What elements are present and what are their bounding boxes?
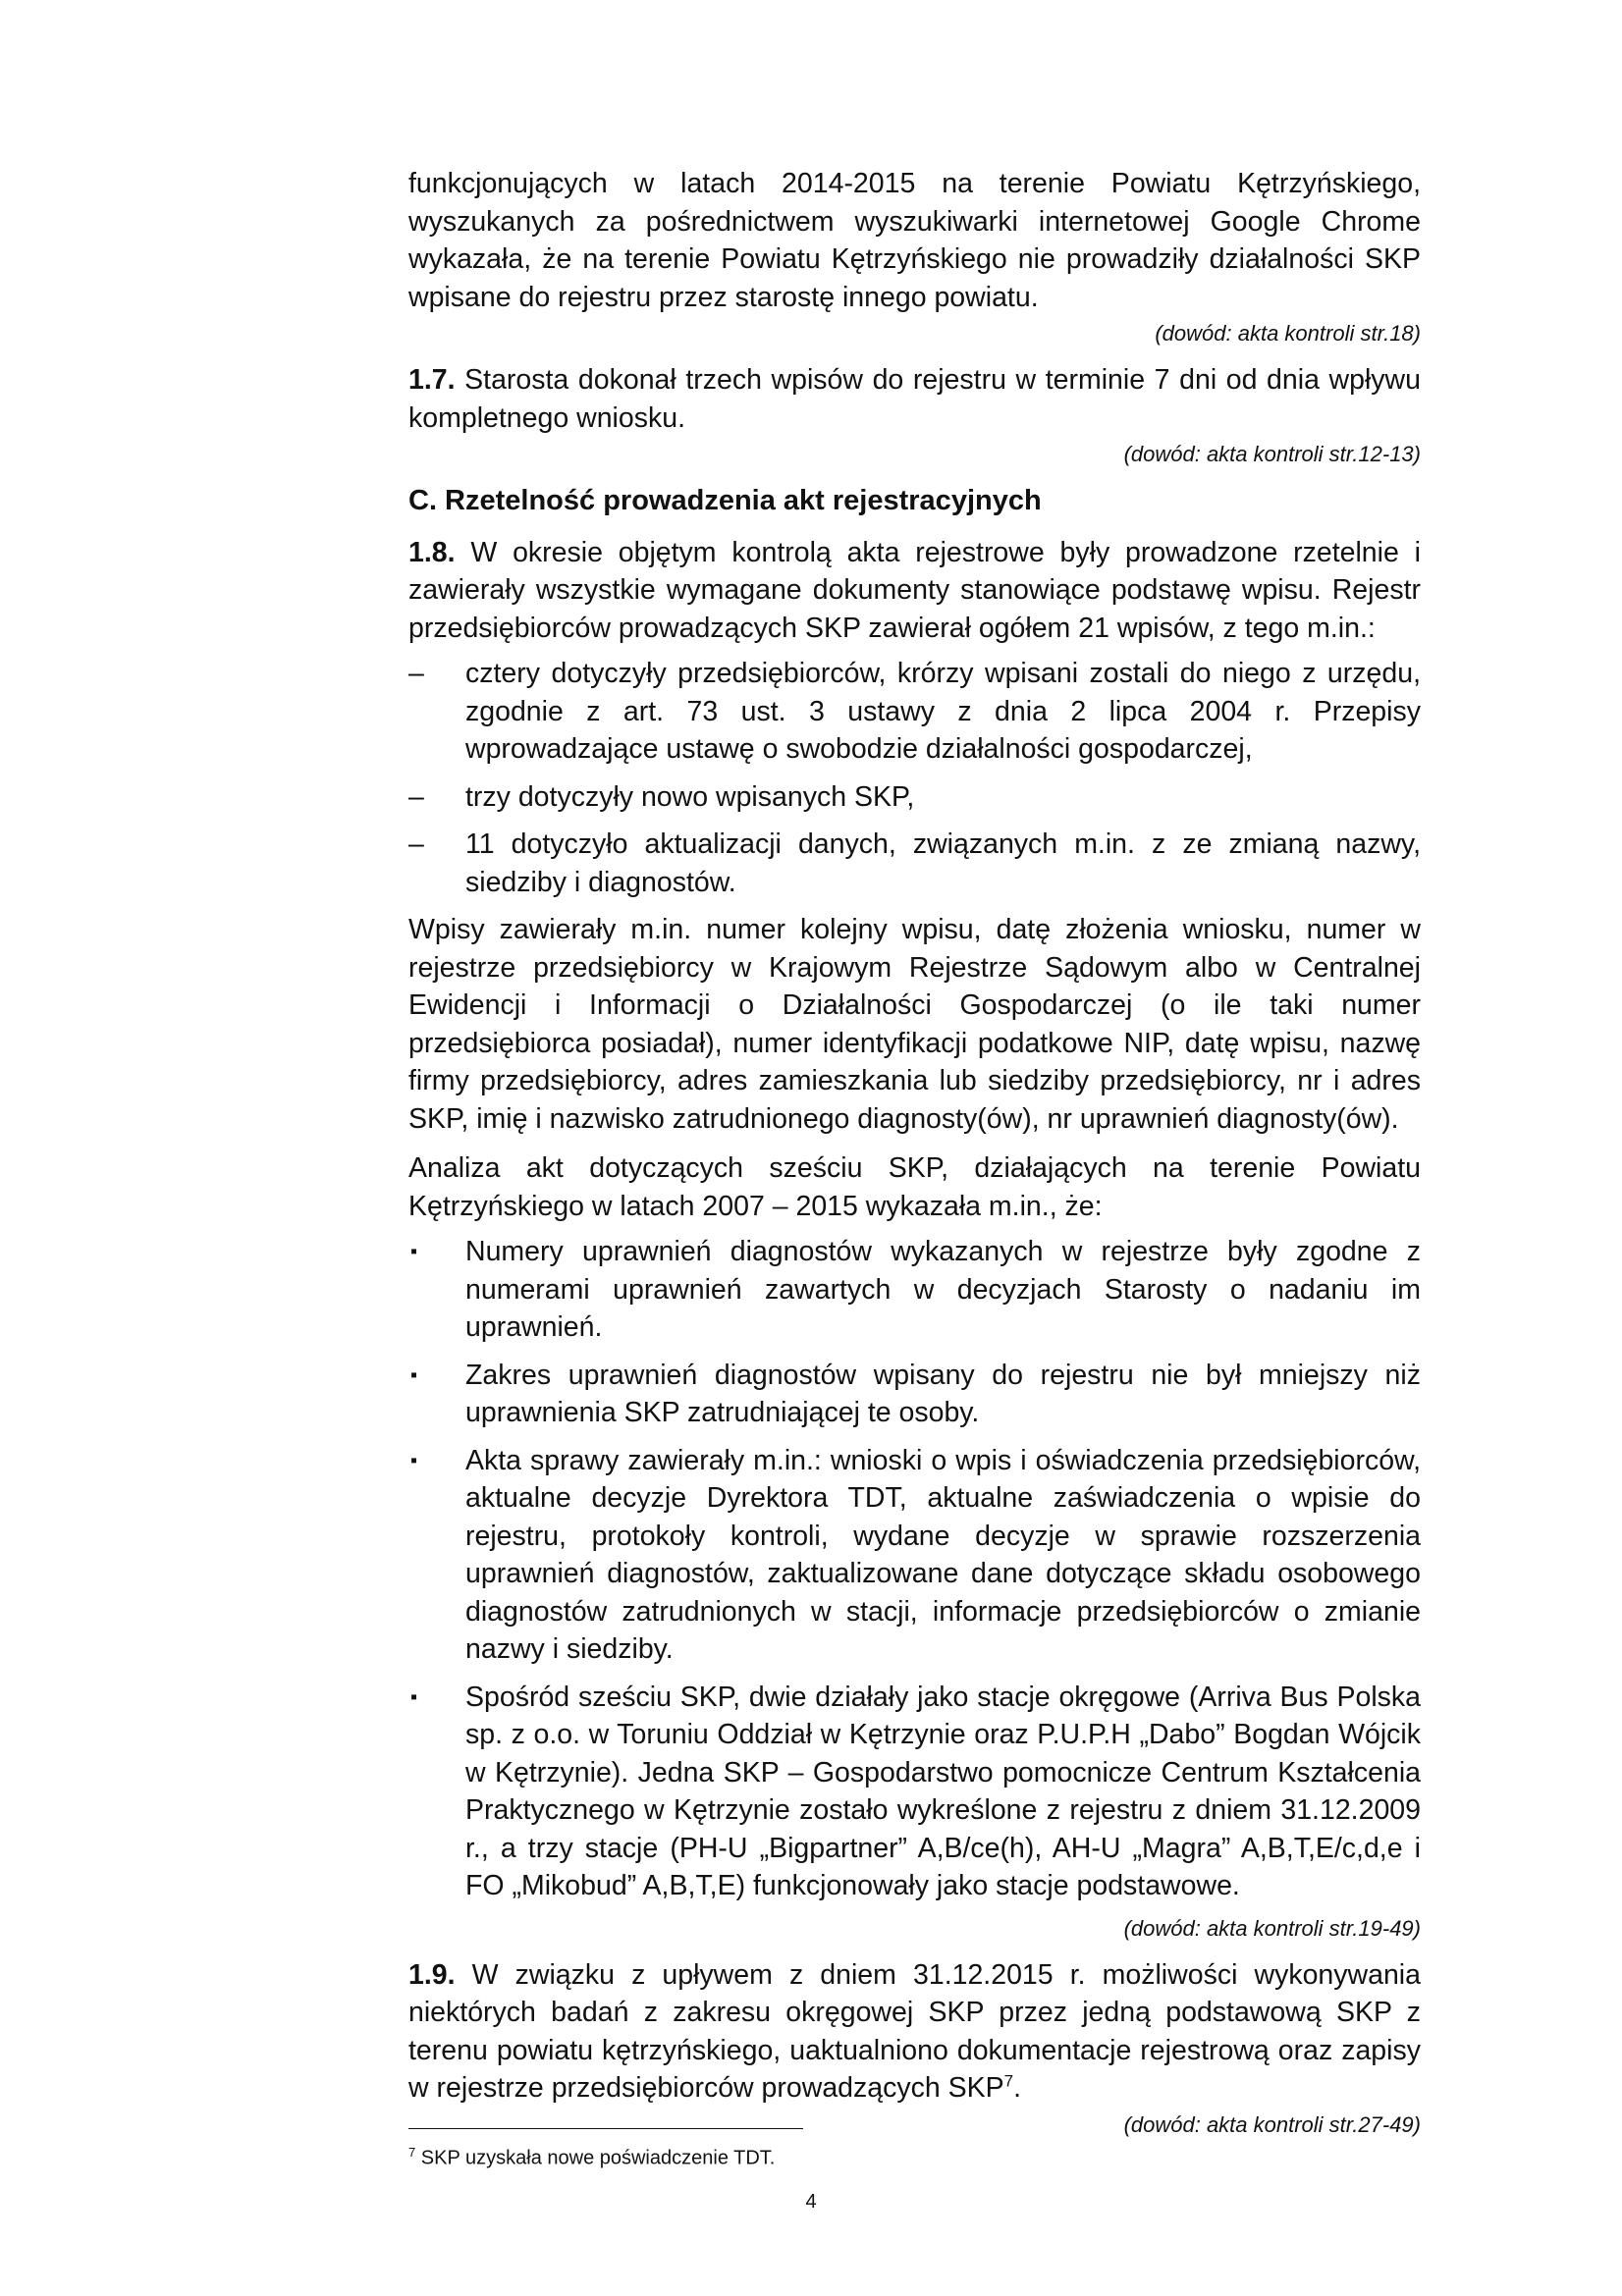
evidence-note: (dowód: akta kontroli str.19-49) bbox=[1123, 1915, 1421, 1941]
section-number: 1.7. bbox=[408, 364, 456, 396]
footnote-marker: 7 bbox=[408, 2145, 416, 2160]
footnote-separator bbox=[408, 2128, 803, 2129]
list-item-text: trzy dotyczyły nowo wpisanych SKP, bbox=[465, 780, 915, 813]
square-bullet-icon: ▪ bbox=[410, 1363, 418, 1386]
list-item bbox=[408, 1233, 1421, 1347]
dash-marker: – bbox=[408, 658, 424, 689]
footnote-text: SKP uzyskała nowe poświadczenie TDT. bbox=[415, 2147, 776, 2169]
section-number: 1.9. bbox=[408, 1958, 456, 1991]
page-number: 4 bbox=[805, 2191, 817, 2213]
section-heading-c: C. Rzetelność prowadzenia akt rejestracyjnych bbox=[408, 485, 1042, 516]
paragraph-1-8 bbox=[408, 534, 1421, 648]
paragraph-1-9 bbox=[408, 1956, 1421, 2108]
list-item-text: Spośród sześciu SKP, dwie działały jako stacje okręgowe (Arriva Bus Polska sp. z o.o. w Toruniu Oddział w Kętrzynie oraz P.U.P.H „Dabo” Bogdan Wójcik w Kętrzynie). Jedna SKP – Gospodarstwo pomocnicze Centrum Kształcenia Praktycznego w Kętrzynie zostało wykreślone z rejestru z dniem 31.12.2009 r., a trzy stacje (PH-U „Bigpartner” A,B/ce(h), AH-U „Magra” A,B,T,E/c,d,e i FO „Mikobud” A,B,T,E) funkcjonowały jako stacje podstawowe. bbox=[465, 1681, 1421, 1901]
footnote bbox=[408, 2140, 775, 2171]
list-item bbox=[408, 1357, 1421, 1432]
list-item-text: cztery dotyczyły przedsiębiorców, krórzy wpisani zostali do niego z urzędu, zgodnie z art. 73 ust. 3 ustawy z dnia 2 lipca 2004 r. Przepisy wprowadzające ustawę o swobodzie działalności gospodarczej, bbox=[465, 658, 1421, 765]
evidence-note: (dowód: akta kontroli str.27-49) bbox=[1123, 2111, 1421, 2137]
paragraph-wpisy: Wpisy zawierały m.in. numer kolejny wpisu, datę złożenia wniosku, numer w rejestrze przedsiębiorcy w Krajowym Rejestrze Sądowym albo w Centralnej Ewidencji i Informacji o Działalności Gospodarczej (o ile taki numer przedsiębiorca posiadał), numer identyfikacji podatkowe NIP, datę wpisu, nazwę firmy przedsiębiorcy, adres zamieszkania lub siedziby przedsiębiorcy, nr i adres SKP, imię i nazwisko zatrudnionego diagnosty(ów), nr uprawnień diagnosty(ów). bbox=[408, 914, 1421, 1135]
square-bullet-icon: ▪ bbox=[410, 1449, 418, 1471]
dash-list bbox=[408, 655, 1421, 901]
paragraph-analiza: Analiza akt dotyczących sześciu SKP, działających na terenie Powiatu Kętrzyńskiego w latach 2007 – 2015 wykazała m.in., że: bbox=[408, 1152, 1421, 1222]
dash-marker: – bbox=[408, 780, 424, 813]
list-item bbox=[408, 1679, 1421, 1905]
paragraph-text: W związku z upływem z dniem 31.12.2015 r. możliwości wykonywania niektórych badań z zakresu okręgowej SKP przez jedną podstawową SKP z terenu powiatu kętrzyńskiego, uaktualniono dokumentacje rejestrową oraz zapisy w rejestrze przedsiębiorców prowadzących SKP bbox=[408, 1958, 1421, 2104]
body-text bbox=[408, 165, 1421, 2145]
list-item-text: Akta sprawy zawierały m.in.: wnioski o wpis i oświadczenia przedsiębiorców, aktualne decyzje Dyrektora TDT, aktualne zaświadczenia o wpisie do rejestru, protokoły kontroli, wydane decyzje w sprawie rozszerzenia uprawnień diagnostów, zaktualizowane dane dotyczące składu osobowego diagnostów zatrudnionych w stacji, informacje przedsiębiorców o zmianie nazwy i siedziby. bbox=[465, 1444, 1421, 1665]
dash-marker: – bbox=[408, 828, 424, 860]
section-number: 1.8. bbox=[408, 536, 456, 568]
list-item bbox=[408, 1442, 1421, 1669]
square-bullet-icon: ▪ bbox=[410, 1685, 418, 1708]
evidence-note: (dowód: akta kontroli str.18) bbox=[1155, 321, 1421, 346]
list-item bbox=[408, 826, 1421, 901]
square-bullet-icon: ▪ bbox=[410, 1241, 418, 1262]
square-bullet-list bbox=[408, 1233, 1421, 1905]
list-item-text: 11 dotyczyło aktualizacji danych, związanych m.in. z ze zmianą nazwy, siedziby i diagnostów. bbox=[465, 828, 1421, 898]
paragraph-end: . bbox=[1013, 2072, 1022, 2104]
list-item bbox=[408, 778, 1421, 817]
list-item-text: Numery uprawnień diagnostów wykazanych w rejestrze były zgodne z numerami uprawnień zawartych w decyzjach Starosty o nadaniu im uprawnień. bbox=[465, 1236, 1421, 1343]
list-item bbox=[408, 655, 1421, 769]
paragraph-text: Starosta dokonał trzech wpisów do rejestru w terminie 7 dni od dnia wpływu kompletnego wniosku. bbox=[408, 364, 1421, 434]
evidence-note: (dowód: akta kontroli str.12-13) bbox=[1123, 442, 1421, 466]
paragraph-text: W okresie objętym kontrolą akta rejestrowe były prowadzone rzetelnie i zawierały wszystkie wymagane dokumenty stanowiące podstawę wpisu. Rejestr przedsiębiorców prowadzących SKP zawierał ogółem 21 wpisów, z tego m.in.: bbox=[408, 536, 1421, 644]
intro-paragraph: funkcjonujących w latach 2014-2015 na terenie Powiatu Kętrzyńskiego, wyszukanych za pośrednictwem wyszukiwarki internetowej Google Chrome wykazała, że na terenie Powiatu Kętrzyńskiego nie prowadziły działalności SKP wpisane do rejestru przez starostę innego powiatu. bbox=[408, 168, 1421, 313]
list-item-text: Zakres uprawnień diagnostów wpisany do rejestru nie był mniejszy niż uprawnienia SKP zatrudniającej te osoby. bbox=[465, 1359, 1421, 1428]
footnote-reference[interactable]: 7 bbox=[1003, 2071, 1014, 2091]
paragraph-1-7 bbox=[408, 361, 1421, 437]
